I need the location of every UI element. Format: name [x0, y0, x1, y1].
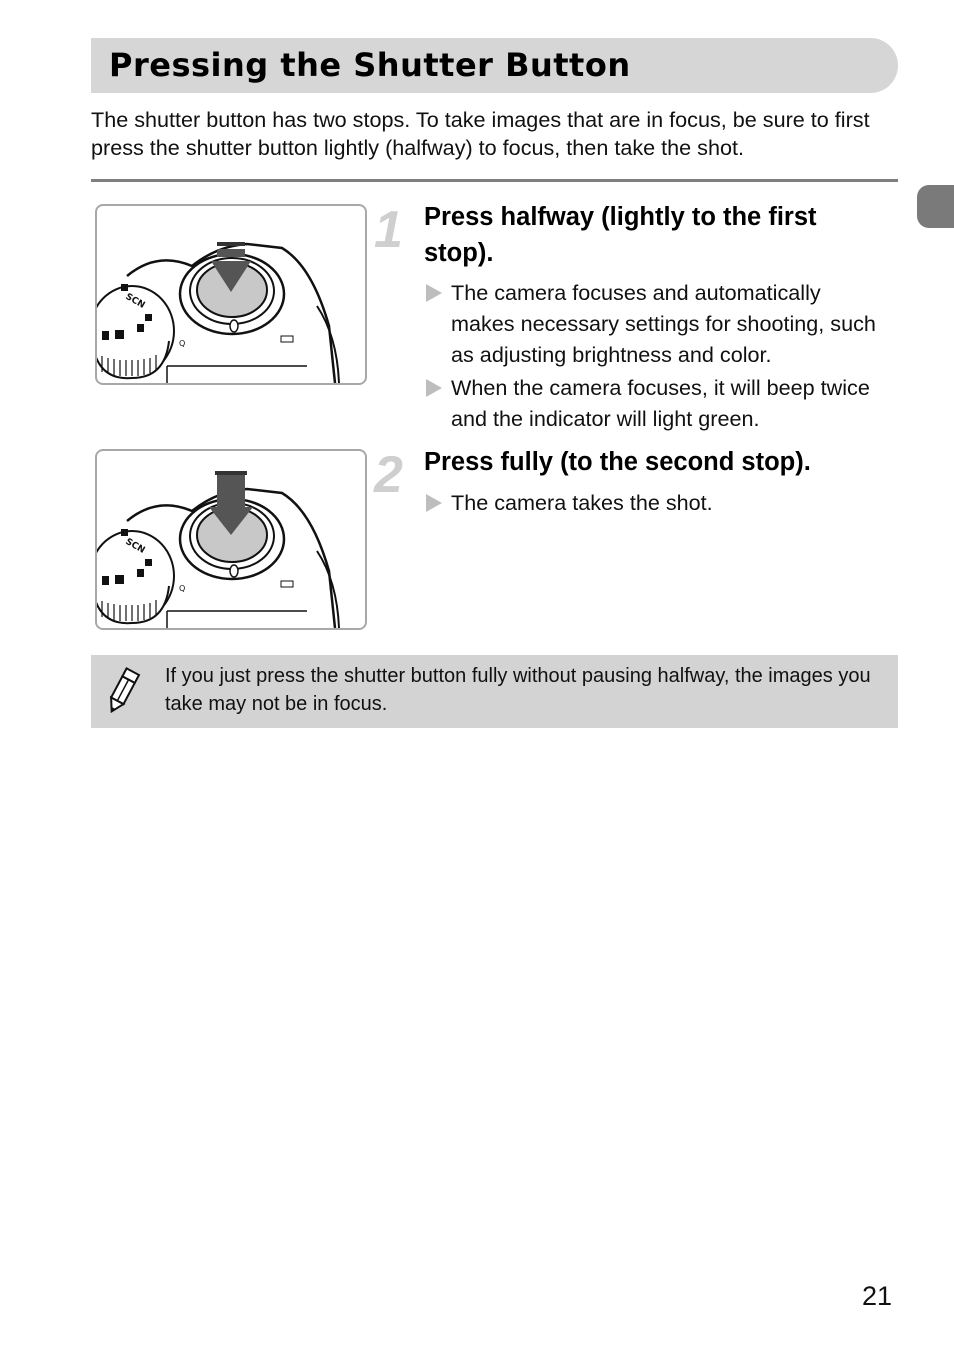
- svg-text:Q: Q: [179, 584, 186, 593]
- note-box: [91, 655, 898, 728]
- camera-shutter-full-press-icon: [95, 449, 367, 630]
- step-number-1: 1: [374, 201, 403, 259]
- bullet-text: The camera focuses and automatically makes necessary settings for shooting, such as adjusting brightness and color.: [451, 280, 876, 367]
- bullet-text: The camera takes the shot.: [451, 490, 713, 515]
- page-number: 21: [862, 1281, 893, 1311]
- svg-text:Q: Q: [179, 339, 186, 348]
- section-divider: [91, 179, 898, 182]
- title-bar: [91, 38, 898, 93]
- bullet-triangle-icon: [426, 379, 442, 397]
- step-number-2: 2: [374, 446, 403, 504]
- step-1-bullet-1: [424, 277, 884, 370]
- svg-text:SCN: SCN: [123, 536, 147, 556]
- bullet-text: When the camera focuses, it will beep twice and the indicator will light green.: [451, 375, 870, 431]
- step-2-heading: Press fully (to the second stop).: [424, 448, 811, 476]
- step-1-heading: Press halfway (lightly to the first stop).: [424, 203, 817, 267]
- chapter-tab: [917, 185, 954, 228]
- page-title: Pressing the Shutter Button: [109, 46, 631, 84]
- bullet-triangle-icon: [426, 494, 442, 512]
- svg-text:SCN: SCN: [123, 291, 147, 311]
- bullet-triangle-icon: [426, 284, 442, 302]
- note-text: If you just press the shutter button fully without pausing halfway, the images you take may not be in focus.: [165, 665, 871, 715]
- pencil-icon: [103, 667, 141, 717]
- camera-shutter-half-press-icon: [95, 204, 367, 385]
- step-1-bullet-2: [424, 372, 884, 434]
- step-2-bullet-1: [424, 487, 884, 518]
- intro-paragraph: The shutter button has two stops. To take images that are in focus, be sure to first press the shutter button lightly (halfway) to focus, then take the shot.: [91, 107, 870, 160]
